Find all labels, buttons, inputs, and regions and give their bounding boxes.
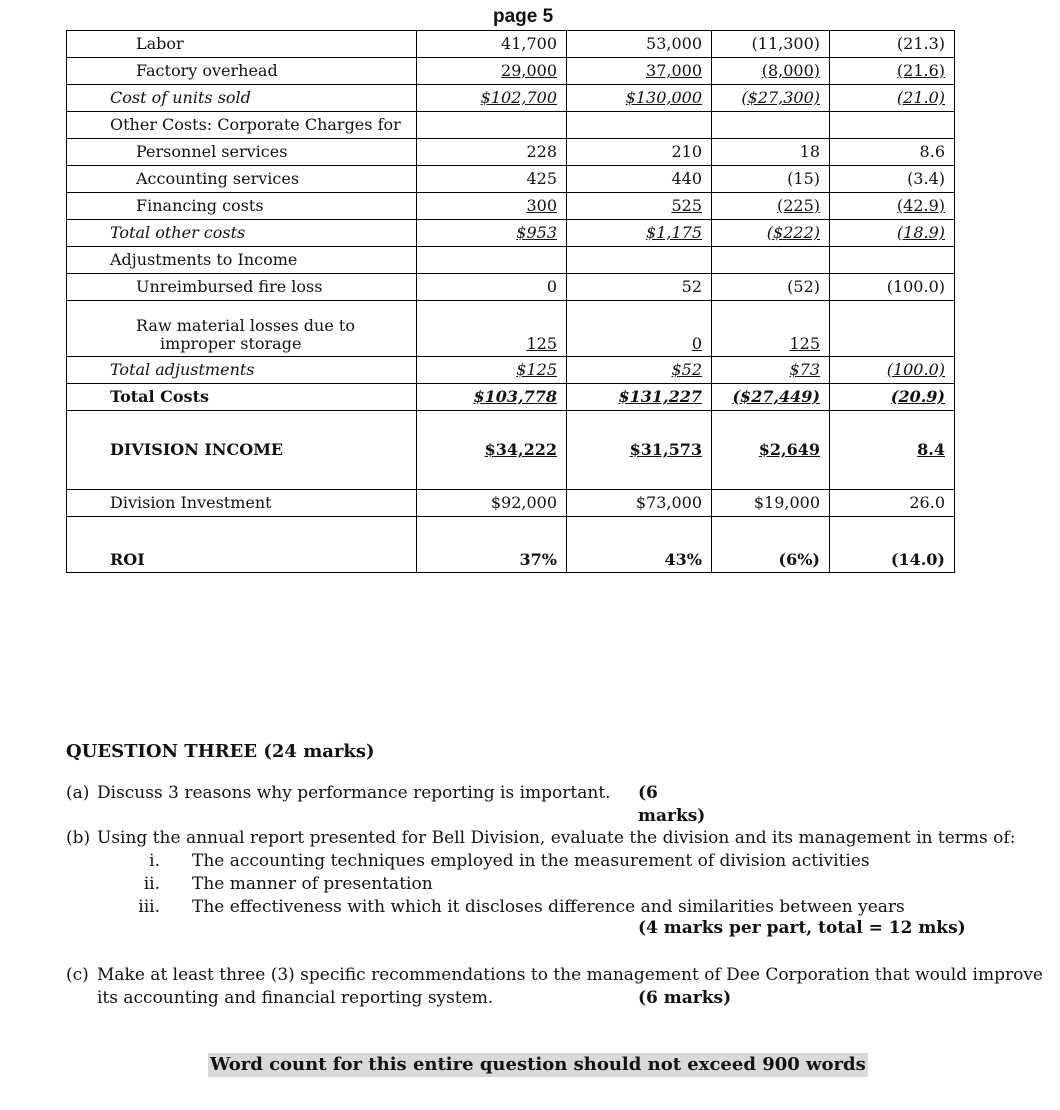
cell-percent-change: (21.3) bbox=[830, 31, 955, 58]
cell-difference: ($27,300) bbox=[712, 85, 830, 112]
cell-percent-change: (21.0) bbox=[830, 85, 955, 112]
cell-current-year: $102,700 bbox=[417, 85, 567, 112]
part-b-letter: (b) bbox=[66, 828, 91, 848]
cell-percent-change bbox=[830, 112, 955, 139]
row-label: DIVISION INCOME bbox=[67, 411, 417, 490]
row-label: Accounting services bbox=[67, 166, 417, 193]
cell-prior-year: 0 bbox=[567, 301, 712, 357]
cell-current-year: 125 bbox=[417, 301, 567, 357]
part-c-letter: (c) bbox=[66, 965, 89, 985]
row-label: Division Investment bbox=[67, 490, 417, 517]
cell-difference bbox=[712, 247, 830, 274]
row-label bbox=[67, 301, 417, 357]
cell-difference: (6%) bbox=[712, 517, 830, 573]
table-row-unreimbursed-fire-loss bbox=[67, 274, 955, 301]
cell-percent-change: 8.4 bbox=[830, 411, 955, 490]
cell-current-year: $103,778 bbox=[417, 384, 567, 411]
table-row-factory-overhead bbox=[67, 58, 955, 85]
cell-current-year: 228 bbox=[417, 139, 567, 166]
cell-percent-change bbox=[830, 301, 955, 357]
row-label: ROI bbox=[67, 517, 417, 573]
cell-prior-year: $1,175 bbox=[567, 220, 712, 247]
table-row-roi bbox=[67, 517, 955, 573]
part-c-text-line2: its accounting and financial reporting system. bbox=[97, 988, 494, 1008]
table-row-division-investment bbox=[67, 490, 955, 517]
cell-percent-change: (18.9) bbox=[830, 220, 955, 247]
cell-difference: 18 bbox=[712, 139, 830, 166]
cell-percent-change: (42.9) bbox=[830, 193, 955, 220]
cell-prior-year: $52 bbox=[567, 357, 712, 384]
item-text: The effectiveness with which it discloses difference and similarities between years bbox=[192, 897, 905, 917]
table-row-financing-costs bbox=[67, 193, 955, 220]
item-number: ii. bbox=[143, 874, 160, 894]
row-label: Adjustments to Income bbox=[67, 247, 417, 274]
cell-percent-change: (100.0) bbox=[830, 357, 955, 384]
part-a-letter: (a) bbox=[66, 783, 90, 803]
cell-current-year: $34,222 bbox=[417, 411, 567, 490]
cell-percent-change: (14.0) bbox=[830, 517, 955, 573]
cell-prior-year: 53,000 bbox=[567, 31, 712, 58]
row-label: Unreimbursed fire loss bbox=[67, 274, 417, 301]
row-label: Factory overhead bbox=[67, 58, 417, 85]
row-label: Total adjustments bbox=[67, 357, 417, 384]
cell-current-year: 300 bbox=[417, 193, 567, 220]
cell-prior-year bbox=[567, 247, 712, 274]
cell-prior-year: 210 bbox=[567, 139, 712, 166]
page-number: page 5 bbox=[493, 6, 554, 27]
word-count-note: Word count for this entire question should not exceed 900 words bbox=[210, 1054, 866, 1075]
cell-difference: 125 bbox=[712, 301, 830, 357]
table-row-personnel-services bbox=[67, 139, 955, 166]
cell-difference: (52) bbox=[712, 274, 830, 301]
division-report-table bbox=[66, 30, 955, 573]
part-a-marks: (6 marks) bbox=[638, 783, 706, 826]
cell-current-year: 0 bbox=[417, 274, 567, 301]
cell-current-year: $125 bbox=[417, 357, 567, 384]
cell-percent-change: (21.6) bbox=[830, 58, 955, 85]
cell-difference: (15) bbox=[712, 166, 830, 193]
row-label: Other Costs: Corporate Charges for bbox=[67, 112, 417, 139]
table-row-accounting-services bbox=[67, 166, 955, 193]
item-text: The manner of presentation bbox=[192, 874, 433, 894]
table-row-adjustments-heading bbox=[67, 247, 955, 274]
row-label: Total other costs bbox=[67, 220, 417, 247]
cell-prior-year: 440 bbox=[567, 166, 712, 193]
table-row-total-adjustments bbox=[67, 357, 955, 384]
cell-difference: $19,000 bbox=[712, 490, 830, 517]
cell-prior-year: 525 bbox=[567, 193, 712, 220]
cell-difference: (11,300) bbox=[712, 31, 830, 58]
table-row-labor bbox=[67, 31, 955, 58]
cell-percent-change: 8.6 bbox=[830, 139, 955, 166]
cell-difference: (8,000) bbox=[712, 58, 830, 85]
cell-prior-year: 43% bbox=[567, 517, 712, 573]
cell-prior-year: $131,227 bbox=[567, 384, 712, 411]
cell-difference: (225) bbox=[712, 193, 830, 220]
cell-difference bbox=[712, 112, 830, 139]
cell-difference: ($222) bbox=[712, 220, 830, 247]
cell-current-year: 425 bbox=[417, 166, 567, 193]
cell-current-year bbox=[417, 247, 567, 274]
row-label: Cost of units sold bbox=[67, 85, 417, 112]
question-title: QUESTION THREE (24 marks) bbox=[66, 741, 375, 762]
cell-percent-change bbox=[830, 247, 955, 274]
cell-current-year bbox=[417, 112, 567, 139]
part-b-marks: (4 marks per part, total = 12 mks) bbox=[638, 918, 966, 938]
row-label: Total Costs bbox=[67, 384, 417, 411]
table-row-cost-of-units-sold bbox=[67, 85, 955, 112]
cell-difference: $73 bbox=[712, 357, 830, 384]
table-row-total-costs bbox=[67, 384, 955, 411]
table-row-division-income bbox=[67, 411, 955, 490]
part-a-text: Discuss 3 reasons why performance reporting is important. bbox=[97, 783, 611, 803]
cell-prior-year: 52 bbox=[567, 274, 712, 301]
row-label: Financing costs bbox=[67, 193, 417, 220]
cell-percent-change: 26.0 bbox=[830, 490, 955, 517]
item-number: i. bbox=[149, 851, 160, 871]
table-row-raw-material-losses bbox=[67, 301, 955, 357]
item-number: iii. bbox=[138, 897, 160, 917]
table-row-other-costs-heading bbox=[67, 112, 955, 139]
cell-current-year: 29,000 bbox=[417, 58, 567, 85]
cell-percent-change: (3.4) bbox=[830, 166, 955, 193]
cell-percent-change: (100.0) bbox=[830, 274, 955, 301]
row-label: Labor bbox=[67, 31, 417, 58]
part-b-text: Using the annual report presented for Bell Division, evaluate the division and its management in terms of: bbox=[97, 828, 1016, 848]
row-label-line1: Raw material losses due to bbox=[136, 316, 355, 335]
cell-percent-change: (20.9) bbox=[830, 384, 955, 411]
cell-current-year: $953 bbox=[417, 220, 567, 247]
cell-prior-year: $31,573 bbox=[567, 411, 712, 490]
cell-prior-year: $73,000 bbox=[567, 490, 712, 517]
item-text: The accounting techniques employed in the measurement of division activities bbox=[192, 851, 870, 871]
table-row-total-other-costs bbox=[67, 220, 955, 247]
cell-current-year: 41,700 bbox=[417, 31, 567, 58]
cell-difference: ($27,449) bbox=[712, 384, 830, 411]
cell-prior-year bbox=[567, 112, 712, 139]
cell-prior-year: 37,000 bbox=[567, 58, 712, 85]
part-c-text-line1: Make at least three (3) specific recommendations to the management of Dee Corporation that would improve bbox=[97, 965, 1043, 985]
row-label-line2: improper storage bbox=[160, 334, 302, 353]
row-label: Personnel services bbox=[67, 139, 417, 166]
cell-current-year: $92,000 bbox=[417, 490, 567, 517]
part-c-marks: (6 marks) bbox=[638, 988, 732, 1008]
cell-difference: $2,649 bbox=[712, 411, 830, 490]
cell-current-year: 37% bbox=[417, 517, 567, 573]
cell-prior-year: $130,000 bbox=[567, 85, 712, 112]
